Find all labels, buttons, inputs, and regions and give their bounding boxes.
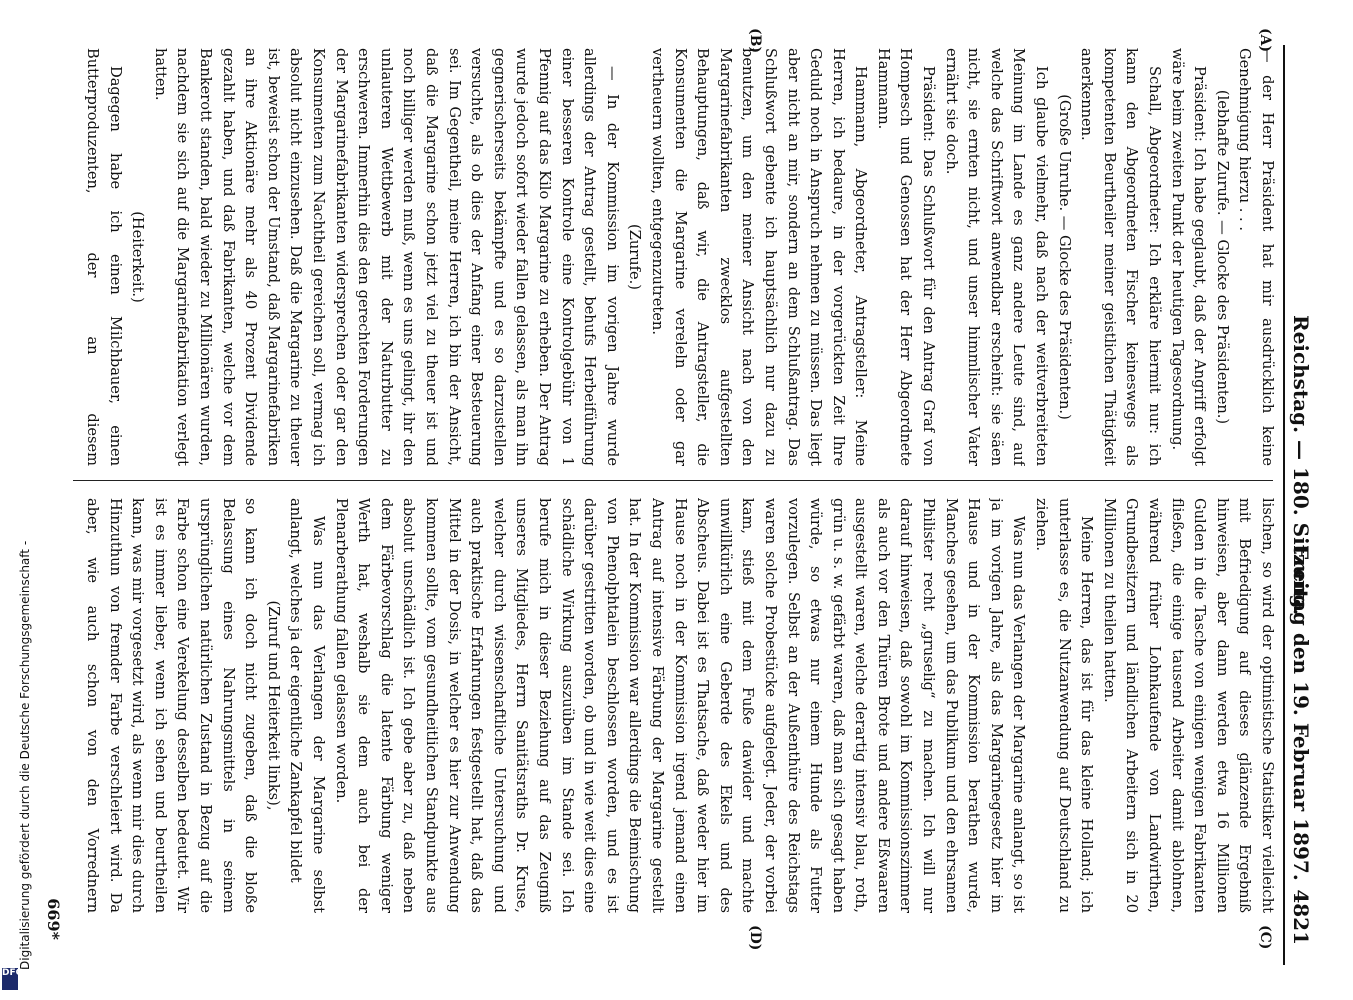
paragraph: Schall, Abgeordneter: Ich erkläre hiermit nur: ich kann den Abgeordneten Fischer keineswegs als kompetenten Beurtheiler meiner geistlichen Thätigkeit anerkennen.: [1078, 48, 1164, 466]
paragraph: Ich glaube vielmehr, daß nach der weitverbreiteten Meinung im Lande es ganz andere Leute sind, auf welche das Schriftwort anwendbar erscheint: sie säen nicht, sie ernten nicht, und unser himmlischer Vater ernährt sie doch.: [942, 48, 1051, 466]
margin-marker-d: (D): [747, 925, 763, 951]
paragraph: Dagegen habe ich einen Milchbauer, einen Butterproduzenten, der an diesem: [84, 48, 124, 466]
left-column: [78, 48, 1278, 466]
quotation: lischen, so wird der optimistische Statistiker vielleicht mit Befriedigung auf dieses glänzende Ergebniß hinweisen, aber dann werden etwa 16 Millionen Gulden in die Tasche von einigen wenigen Fabrikanten fließen, die einige tausend Arbeiter damit ablohnen, während früher Lohnkaufende von Landwirthen, Grundbesitzern und ländlichen Arbeitern sich in 20 Millionen zu theilen hatten.: [1100, 498, 1276, 913]
interjection: (Große Unruhe. — Glocke des Präsidenten.): [1055, 94, 1073, 420]
interjection: (Zuruf und Heiterkeit links),: [264, 600, 282, 811]
paragraph: Hammann, Abgeordneter, Antragsteller: Meine Herren, ich bedaure, in der vorgerückten Zeit Ihre Geduld noch in Anspruch nehmen zu müssen. Das liegt aber nicht an mir, sondern an dem Schlußantrag. Das Schlußwort gebente ich hauptsächlich nur dazu zu benutzen, um den meiner Ansicht nach von den Margarinefabrikanten zwecklos aufgestellten Behauptungen, daß wir, die Antragsteller, die Konsumenten die Margarine vereleln oder gar vertheuern wollten, entgegenzutreten.: [648, 48, 870, 466]
page-header: [1283, 45, 1313, 945]
paragraph: so kann ich doch nicht zugeben, daß die bloße Belassung eines Nahrungsmittels in seinem ursprünglichen natürlichen Zustand in Bezug auf die Farbe schon eine Verekelung desselben bedeutet. Wir ist es immer lieber, wenn ich sehen und beurtheilen kann, was mir vorgesetzt wird, als wenn mir dies durch Hinzuthun von fremder Farbe verschleiert wird. Da aber, wie auch schon von den Vorrednern: [84, 498, 260, 913]
paragraph: Präsident: Ich habe geglaubt, daß der Angriff erfolgt wäre beim zweiten Punkt der heutigen Tagesordnung.: [1168, 48, 1209, 466]
paragraph: Was nun das Verlangen der Margarine selbst anlangt, welches ja der eigentliche Zankapfel bildet: [287, 498, 328, 913]
header-title: Reichstag. — 180. Sitzung.: [1289, 315, 1313, 616]
paragraph: Präsident: Das Schlußwort für den Antrag Graf von Hompesch und Genossen hat der Herr Abgeordnete Hammann.: [874, 48, 938, 466]
paragraph: — In der Kommission im vorigen Jahre wurde allerdings der Antrag gestellt, behufs Herbeiführung einer besseren Kontrole eine Kontrolgebühr von 1 Pfennig auf das Kilo Margarine zu erheben. Der Antrag wurde jedoch sofort wieder fallen gelassen, als man ihn gegnerischerseits bekämpfte und es so darzustellen versuchte, als ob dies der Anfang einer Besteuerung sei. Im Gegentheil, meine Herren, ich bin der Ansicht, daß die Margarine schon jetzt viel zu theuer ist und noch billiger werden muß, wenn es uns gelingt, ihr den unlauteren Wettbewerb mit der Naturbutter zu erschweren. Immerhin dies den gerechten Forderungen der Margarinefabrikanten widersprechen oder gar den Konsumenten zum Nachtheil gereichen soll, vermag ich absolut nicht einzusehen. Daß die Margarine zu theuer ist, beweist schon der Umstand, daß Margarinefabriken an ihre Aktionäre mehr als 40 Prozent Dividende gezahlt haben, und daß Fabrikanten, welche vor dem Bankerott standen, bald wieder zu Millionären wurden, nachdem sie sich auf die Margarinefabrikation verlegt hatten.: [151, 48, 621, 466]
signature-mark: 669*: [44, 898, 63, 940]
paragraph: Meine Herren, das ist für das kleine Holland; ich unterlasse es, die Nutzanwendung auf Deutschland zu ziehen.: [1033, 498, 1096, 913]
margin-marker-b: (B): [747, 28, 763, 54]
interjection: (Zurufe.): [626, 224, 644, 290]
header-rule: [1283, 45, 1285, 965]
paragraph: Was nun das Verlangen der Margarine anlangt, so ist ja im vorigen Jahre, als das Margarinegesetz hier im Hause und in der Kommission berathen wurde, Manches gesehen, um das Publikum und den ehrsamen Philister recht „gruselig“ zu machen. Ich will nur darauf hinweisen, daß sowohl im Kommissionszimmer als auch vor den Thüren Brote und andere Eßwaaren ausgestellt waren, welche derartig intensiv blau, roth, grün u. s. w. gefärbt waren, daß man sich gesagt haben würde, so etwas nur einem Hunde als Futter vorzulegen. Selbst an der Außenthüre des Reichstags waren solche Probestücke aufgelegt. Jeder, der vorbei kam, stieß mit dem Fuße dawider und machte unwillkürlich eine Geberde des Ekels und des Abscheus. Dabei ist es Thatsache, daß weder hier im Hause noch in der Kommission irgend jemand einen Antrag auf intensive Färbung der Margarine gestellt hat. In der Kommission war allerdings die Beimischung von Phenolphtalein beschlossen worden, und es ist darüber gestritten worden, ob und in wie weit dies eine schädliche Wirkung auszuüben im Stande sei. Ich berufe mich in dieser Beziehung auf das Zeugniß unseres Mitgliedes, Herrn Sanitätsraths Dr. Kruse, welcher durch wissenschaftliche Untersuchung und auch praktische Erfahrungen festgestellt hat, daß das Mittel in der Dosis, in welcher es hier zur Anwendung kommen sollte, vom gesundheitlichen Standpunkte aus absolut unschädlich ist. Ich gebe aber zu, daß neben dem Färbevorschlag die latente Färbung weniger Werth hat, weshalb sie dem auch bei der Plenarberathung fallen gelassen worden.: [332, 498, 1028, 913]
right-column: [78, 498, 1278, 913]
footer-credit: Digitalisierung gefördert durch die Deutsche Forschungsgemeinschaft -: [18, 540, 32, 970]
digitization-footer: [0, 540, 32, 1000]
column-divider: [73, 480, 1273, 481]
dfg-logo-icon: DFG: [2, 968, 18, 990]
interjection: (Heiterkeit.): [129, 211, 147, 303]
header-date: Freitag den 19. Februar 1897.: [1289, 545, 1313, 881]
paragraph: — der Herr Präsident hat mir ausdrücklich keine Genehmigung hierzu . . .: [1236, 48, 1276, 466]
page-number: 4821: [1289, 889, 1313, 945]
margin-marker-c: (C): [1257, 925, 1273, 950]
interjection: (lebhafte Zurufe. — Glocke des Präsidenten.): [1213, 89, 1231, 425]
margin-marker-a: (A): [1257, 28, 1273, 53]
